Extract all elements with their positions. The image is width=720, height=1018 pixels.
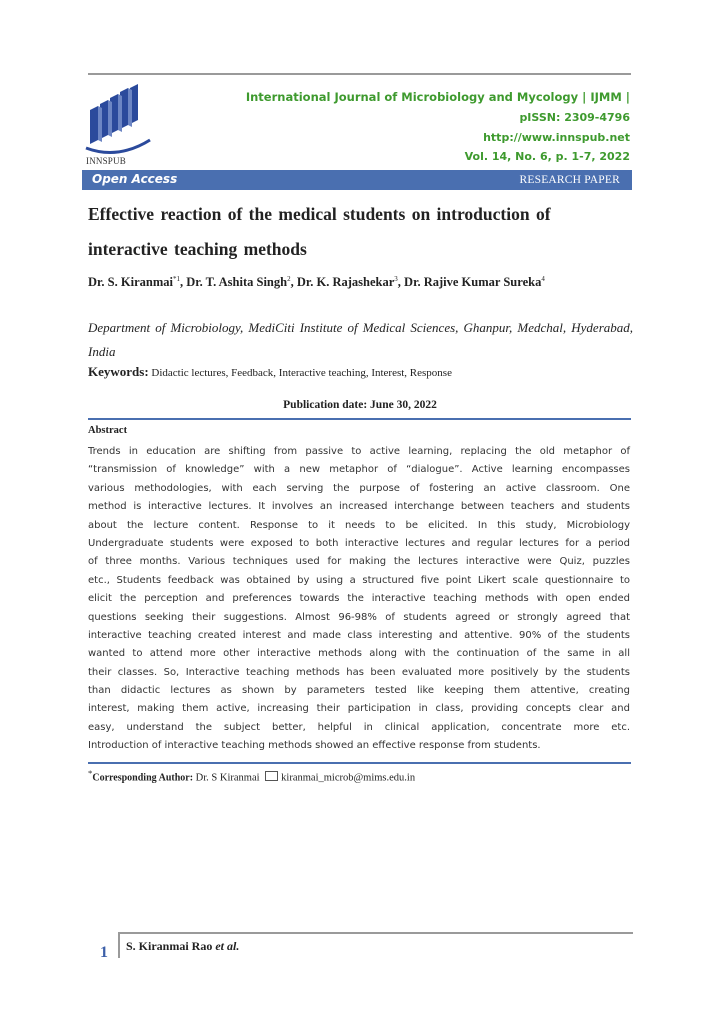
banner-bar (82, 170, 632, 190)
innspub-logo-icon (84, 84, 154, 164)
author-list: Dr. S. Kiranmai$^{*1}$, Dr. T. Ashita Singh$^2$, Dr. K. Rajashekar$^3$, Dr. Rajive Kumar Sureka$^4$ (88, 275, 545, 290)
title-line-1: Effective reaction of the medical students on introduction of (88, 204, 551, 224)
article-title (88, 197, 633, 267)
volume-info: Vol. 14, No. 6, p. 1-7, 2022 (464, 150, 630, 163)
corresponding-mark: * (88, 768, 93, 778)
pissn: pISSN: 2309-4796 (519, 111, 630, 124)
keywords-text: Didactic lectures, Feedback, Interactive teaching, Interest, Response (151, 367, 452, 379)
keywords (88, 364, 452, 380)
abstract-line: Trends in education are shifting from passive to active learning, replacing the old metaphor of (88, 446, 630, 457)
author-affil-mark: *1 (172, 275, 180, 283)
page-number: 1 (100, 944, 108, 961)
corresponding-label: Corresponding Author: (92, 772, 194, 784)
abstract-line: Introduction of interactive teaching methods showed an effective response from students. (88, 740, 541, 752)
abstract-line: various methodologies, with each serving the purpose of fostering an active classroom. One (88, 482, 630, 494)
author-affil-mark: 3 (394, 275, 398, 283)
abstract-line: etc., Students feedback was obtained by using a structured five point Likert scale questionnaire to (88, 574, 630, 586)
keywords-label: Keywords: (88, 364, 149, 379)
journal-url[interactable]: http://www.innspub.net (483, 131, 630, 144)
abstract-line: interactive teaching created interest and made class interesting and attentive. 90% of the students (88, 629, 630, 641)
abstract-line: elicit the perception and preferences towards the interactive teaching methods with open ended (88, 593, 630, 605)
author-name: Dr. S. Kiranmai (88, 275, 173, 290)
author-name: Dr. T. Ashita Singh (186, 275, 288, 290)
abstract-line: wanted to attend more other interactive methods along with the continuation of the same in all (88, 648, 630, 660)
logo-text: INNSPUB (86, 156, 126, 166)
affiliation: Department of Microbiology, MediCiti Institute of Medical Sciences, Ghanpur, Medchal, Hyderabad, India (88, 320, 633, 359)
title-line-2: interactive teaching methods (88, 239, 307, 259)
corresponding-author (88, 768, 415, 784)
abstract-line: their classes. So, Interactive teaching methods has been evaluated more positively by the students (88, 666, 630, 678)
abstract-line: “transmission of knowledge” with a new metaphor of “dialogue”. Active learning encompasses (88, 464, 630, 476)
abstract-line: easy, understand the subject better, helpful in clinical application, concentrate more etc. (88, 721, 630, 733)
author-name: Dr. K. Rajashekar (296, 275, 395, 290)
paper-type-label: RESEARCH PAPER (519, 174, 620, 186)
running-author-name: S. Kiranmai Rao (126, 939, 213, 953)
publication-date: Publication date: June 30, 2022 (283, 399, 437, 411)
abstract-line: Undergraduate students were exposed to both interactive lectures and regular lectures for a period (88, 537, 630, 549)
abstract-line: interest, making them active, increasing their participation in class, providing concepts clear and (88, 703, 630, 715)
open-access-label: Open Access (92, 172, 178, 186)
header-rule (88, 73, 631, 75)
author-affil-mark: 2 (287, 275, 291, 283)
envelope-icon (265, 771, 278, 781)
running-etal: et al. (215, 939, 240, 953)
abstract-line: of three months. Various techniques used for making the lectures interactive were Quiz, puzzles (88, 556, 630, 568)
abstract-line: method is interactive lectures. It involves an increased interchange between teachers and students (88, 501, 630, 513)
footer-rule (118, 932, 633, 934)
author-name: Dr. Rajive Kumar Sureka (404, 275, 542, 290)
abstract-body (88, 443, 630, 756)
abstract-bottom-rule (88, 762, 631, 764)
running-author (126, 939, 239, 954)
corresponding-email[interactable]: kiranmai_microb@mims.edu.in (281, 772, 416, 784)
abstract-heading: Abstract (88, 425, 128, 436)
abstract-line: questions seeking their suggestions. Almost 96-98% of students agreed or strongly agreed that (88, 611, 630, 623)
abstract-line: about the lecture content. Response to it needs to be elicited. In this study, Microbiology (88, 519, 630, 531)
abstract-top-rule (88, 418, 631, 420)
author-affil-mark: 4 (541, 275, 545, 283)
corresponding-name: Dr. S Kiranmai (195, 772, 260, 784)
footer-divider (118, 934, 120, 958)
journal-name: International Journal of Microbiology and Mycology | IJMM | (245, 90, 630, 104)
abstract-line: than didactic lectures as shown by parameters tested like keeping them attentive, creating (88, 685, 630, 697)
